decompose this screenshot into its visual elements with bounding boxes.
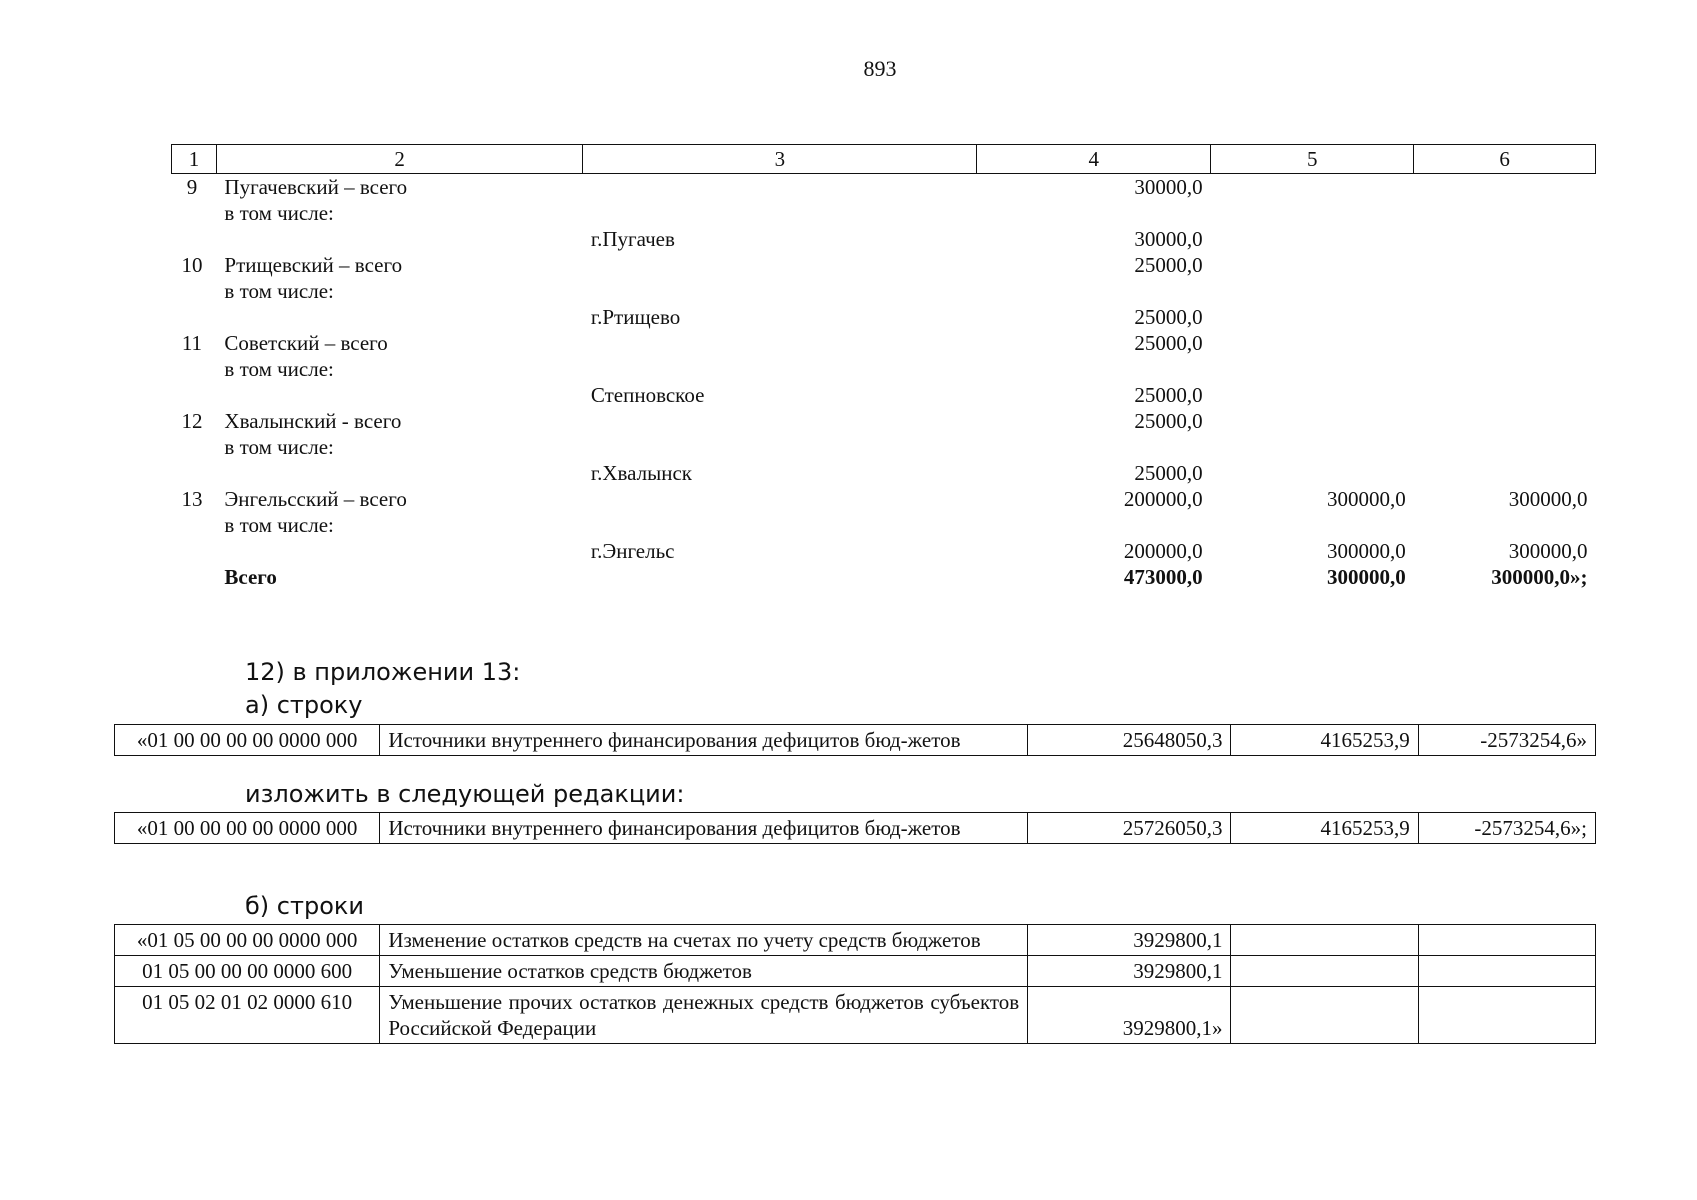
paragraph-a: а) строку [245, 691, 363, 719]
value-col-5: 300000,0 [1327, 539, 1406, 563]
row-number [172, 434, 217, 460]
value-1: 3929800,1» [1028, 987, 1231, 1044]
paragraph-b: б) строки [245, 892, 364, 920]
redaction-text: изложить в следующей редакции: [245, 780, 685, 808]
value-col-5 [1211, 278, 1414, 304]
district-name: Пугачевский – всего [224, 175, 408, 199]
district-name: Ртищевский – всего [224, 253, 403, 277]
value-3 [1418, 987, 1595, 1044]
new-line-table [114, 812, 1596, 844]
district-name [216, 382, 582, 408]
lines-b-table [114, 924, 1596, 1044]
districts-table [171, 144, 1596, 590]
settlement-name: Степновское [590, 383, 705, 407]
value-col-4 [977, 356, 1211, 382]
district-name: в том числе: [224, 435, 334, 459]
value-2 [1231, 987, 1418, 1044]
header-col-2: 2 [216, 145, 582, 174]
settlement-name [583, 200, 977, 226]
table-row [172, 356, 1596, 382]
table-row [172, 382, 1596, 408]
settlement-name [583, 512, 977, 538]
district-name: в том числе: [224, 201, 334, 225]
row-number: 11 [181, 331, 203, 355]
settlement-name [583, 174, 977, 201]
table-row [115, 925, 1596, 956]
total-num [172, 564, 217, 590]
total-v5: 300000,0 [1327, 565, 1406, 589]
value-col-4 [977, 512, 1211, 538]
table-row [172, 200, 1596, 226]
settlement-name: г.Ртищево [590, 305, 681, 329]
value-3: -2573254,6» [1418, 725, 1595, 756]
table-row [172, 278, 1596, 304]
header-col-1: 1 [172, 145, 217, 174]
row-number [172, 304, 217, 330]
value-col-5 [1211, 200, 1414, 226]
district-name: в том числе: [224, 357, 334, 381]
value-col-6 [1414, 434, 1596, 460]
value-col-6 [1414, 226, 1596, 252]
total-v4: 473000,0 [1123, 565, 1203, 589]
value-col-6: 300000,0 [1508, 539, 1588, 563]
table-row [172, 252, 1596, 278]
value-col-4: 200000,0 [1123, 539, 1203, 563]
value-col-6 [1414, 278, 1596, 304]
settlement-name [583, 408, 977, 434]
district-name [216, 538, 582, 564]
value-col-4: 25000,0 [1134, 461, 1203, 485]
row-number: 10 [181, 253, 203, 277]
value-col-6 [1414, 460, 1596, 486]
budget-item-name: Источники внутреннего финансирования дефицитов бюд-жетов [380, 725, 1028, 756]
value-2: 4165253,9 [1231, 813, 1418, 844]
value-col-5 [1211, 252, 1414, 278]
value-1: 25726050,3 [1028, 813, 1231, 844]
row-number [172, 278, 217, 304]
value-col-6 [1414, 174, 1596, 201]
value-col-5 [1211, 356, 1414, 382]
value-col-4: 25000,0 [1134, 253, 1203, 277]
table-row [172, 408, 1596, 434]
settlement-name [583, 330, 977, 356]
value-col-4: 25000,0 [1134, 383, 1203, 407]
value-col-5 [1211, 382, 1414, 408]
value-1: 3929800,1 [1028, 925, 1231, 956]
value-col-6 [1414, 512, 1596, 538]
settlement-name [583, 252, 977, 278]
district-name: Энгельсский – всего [224, 487, 407, 511]
value-col-4: 25000,0 [1134, 305, 1203, 329]
table-row [172, 512, 1596, 538]
value-col-5 [1211, 174, 1414, 201]
value-2 [1231, 925, 1418, 956]
settlement-name [583, 434, 977, 460]
row-number [172, 512, 217, 538]
total-label: Всего [224, 565, 277, 589]
value-3 [1418, 956, 1595, 987]
settlement-name [583, 278, 977, 304]
budget-item-name: Уменьшение остатков средств бюджетов [380, 956, 1028, 987]
value-col-4: 30000,0 [1134, 227, 1203, 251]
value-col-5 [1211, 434, 1414, 460]
value-col-6: 300000,0 [1508, 487, 1588, 511]
district-name [216, 304, 582, 330]
table-row [172, 226, 1596, 252]
value-3: -2573254,6»; [1418, 813, 1595, 844]
budget-code: «01 00 00 00 00 0000 000 [115, 725, 380, 756]
old-line-table [114, 724, 1596, 756]
budget-item-name: Уменьшение прочих остатков денежных средств бюджетов субъектов Российской Федерации [380, 987, 1028, 1044]
value-1: 25648050,3 [1028, 725, 1231, 756]
header-col-4: 4 [977, 145, 1211, 174]
value-col-4 [977, 200, 1211, 226]
table-header-row [172, 145, 1596, 174]
value-col-4: 30000,0 [1134, 175, 1203, 199]
total-v6: 300000,0»; [1491, 565, 1588, 589]
table-row [115, 956, 1596, 987]
value-col-6 [1414, 252, 1596, 278]
settlement-name [583, 486, 977, 512]
value-col-4: 25000,0 [1134, 331, 1203, 355]
value-2: 4165253,9 [1231, 725, 1418, 756]
paragraph-12: 12) в приложении 13: [245, 658, 521, 686]
value-col-5 [1211, 226, 1414, 252]
table-row [172, 538, 1596, 564]
value-col-6 [1414, 200, 1596, 226]
district-name: Советский – всего [224, 331, 388, 355]
row-number [172, 356, 217, 382]
row-number: 13 [181, 487, 203, 511]
value-col-4 [977, 434, 1211, 460]
value-col-4: 200000,0 [1123, 487, 1203, 511]
value-col-5 [1211, 460, 1414, 486]
value-col-5 [1211, 304, 1414, 330]
budget-code: «01 00 00 00 00 0000 000 [115, 813, 380, 844]
value-3 [1418, 925, 1595, 956]
value-col-4: 25000,0 [1134, 409, 1203, 433]
value-2 [1231, 956, 1418, 987]
districts-body [172, 174, 1596, 565]
row-number [172, 538, 217, 564]
district-name [216, 226, 582, 252]
row-number [172, 226, 217, 252]
value-col-5 [1211, 512, 1414, 538]
value-1: 3929800,1 [1028, 956, 1231, 987]
header-col-3: 3 [583, 145, 977, 174]
row-number [172, 382, 217, 408]
row-number: 9 [186, 175, 198, 199]
table-row [172, 330, 1596, 356]
value-col-6 [1414, 382, 1596, 408]
table-row [172, 434, 1596, 460]
page-number: 893 [863, 56, 897, 81]
table-row [115, 725, 1596, 756]
value-col-6 [1414, 356, 1596, 382]
total-place [583, 564, 977, 590]
value-col-5: 300000,0 [1327, 487, 1406, 511]
table-row [172, 486, 1596, 512]
value-col-5 [1211, 408, 1414, 434]
settlement-name: г.Энгельс [590, 539, 675, 563]
budget-code: «01 05 00 00 00 0000 000 [115, 925, 380, 956]
value-col-6 [1414, 330, 1596, 356]
value-col-5 [1211, 330, 1414, 356]
row-number [172, 460, 217, 486]
budget-item-name: Изменение остатков средств на счетах по учету средств бюджетов [380, 925, 1028, 956]
total-row [172, 564, 1596, 590]
row-number: 12 [181, 409, 203, 433]
header-col-6: 6 [1414, 145, 1596, 174]
value-col-6 [1414, 304, 1596, 330]
table-row [115, 987, 1596, 1044]
row-number [172, 200, 217, 226]
table-row [115, 813, 1596, 844]
table-row [172, 174, 1596, 201]
value-col-6 [1414, 408, 1596, 434]
table-row [172, 460, 1596, 486]
district-name: в том числе: [224, 279, 334, 303]
header-col-5: 5 [1211, 145, 1414, 174]
settlement-name [583, 356, 977, 382]
settlement-name: г.Пугачев [590, 227, 675, 251]
table-row [172, 304, 1596, 330]
budget-code: 01 05 02 01 02 0000 610 [115, 987, 380, 1044]
budget-code: 01 05 00 00 00 0000 600 [115, 956, 380, 987]
district-name: в том числе: [224, 513, 334, 537]
settlement-name: г.Хвалынск [590, 461, 693, 485]
budget-item-name: Источники внутреннего финансирования дефицитов бюд-жетов [380, 813, 1028, 844]
value-col-4 [977, 278, 1211, 304]
district-name [216, 460, 582, 486]
district-name: Хвалынский - всего [224, 409, 402, 433]
